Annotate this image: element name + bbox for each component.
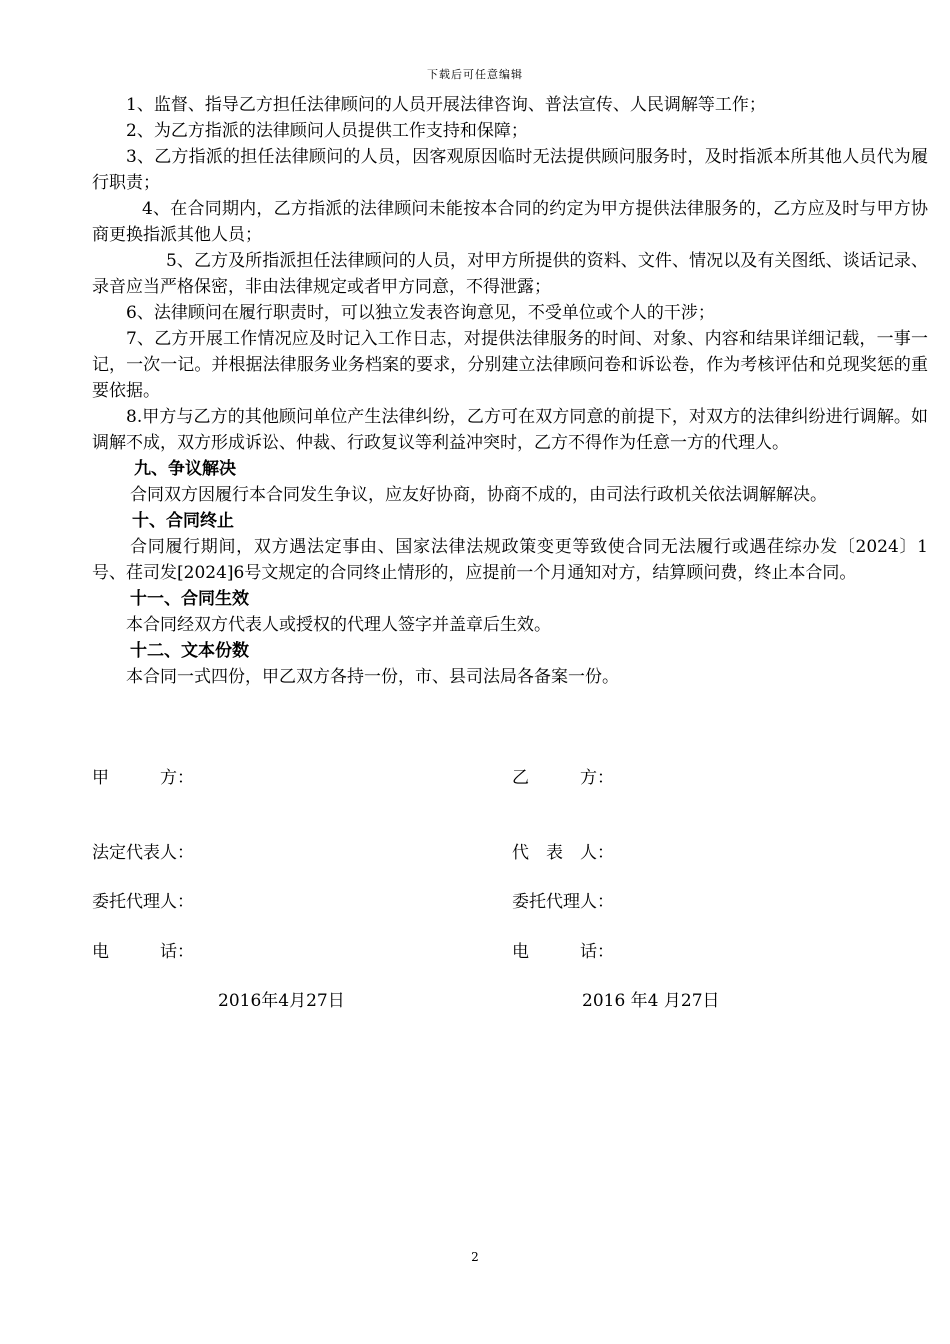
- section-9-text: 合同双方因履行本合同发生争议，应友好协商，协商不成的，由司法行政机关依法调解解决。: [130, 485, 827, 505]
- section-10-title: 十、合同终止: [132, 511, 234, 531]
- section-10-text: 合同履行期间，双方遇法定事由、国家法律法规政策变更等致使合同无法履行或遇荏综办发〔2024〕1号、荏司发[2024]6号文规定的合同终止情形的，应提前一个月通知对方，结算顾问费，终止本合同。: [92, 537, 928, 583]
- clause-7: 7、乙方开展工作情况应及时记入工作日志，对提供法律服务的时间、对象、内容和结果详细记载，一事一记，一次一记。并根据法律服务业务档案的要求，分别建立法律顾问卷和诉讼卷，作为考核评估和兑现奖惩的重要依据。: [92, 329, 928, 401]
- clause-2: 2、为乙方指派的法律顾问人员提供工作支持和保障；: [126, 121, 528, 141]
- section-12-title: 十二、文本份数: [130, 641, 249, 661]
- legal-representative-label: 法定代表人：: [92, 843, 194, 863]
- date-b: 2016 年4 月27日: [582, 991, 720, 1011]
- phone-a-label: 电 话：: [92, 942, 194, 962]
- party-a-label: 甲 方：: [92, 768, 194, 788]
- clause-4: 4、在合同期内，乙方指派的法律顾问未能按本合同的约定为甲方提供法律服务的，乙方应及时与甲方协商更换指派其他人员；: [92, 199, 928, 245]
- contract-body: [92, 92, 928, 690]
- clause-6: 6、法律顾问在履行职责时，可以独立发表咨询意见，不受单位或个人的干涉；: [126, 303, 715, 323]
- clause-1: 1、监督、指导乙方担任法律顾问的人员开展法律咨询、普法宣传、人民调解等工作；: [126, 95, 766, 115]
- representative-label: 代 表 人：: [512, 843, 614, 863]
- section-11-title: 十一、合同生效: [130, 589, 249, 609]
- agent-a-label: 委托代理人：: [92, 892, 194, 912]
- clause-8: 8.甲方与乙方的其他顾问单位产生法律纠纷，乙方可在双方同意的前提下，对双方的法律纠纷进行调解。如调解不成，双方形成诉讼、仲裁、行政复议等利益冲突时，乙方不得作为任意一方的代理人。: [92, 407, 928, 453]
- date-a: 2016年4月27日: [218, 991, 345, 1011]
- phone-b-label: 电 话：: [512, 942, 614, 962]
- section-11-text: 本合同经双方代表人或授权的代理人签字并盖章后生效。: [126, 615, 551, 635]
- section-12-text: 本合同一式四份，甲乙双方各持一份，市、县司法局各备案一份。: [126, 667, 619, 687]
- page-number: 2: [471, 1250, 479, 1264]
- party-b-label: 乙 方：: [512, 768, 614, 788]
- page-header: 下载后可任意编辑: [427, 68, 523, 81]
- agent-b-label: 委托代理人：: [512, 892, 614, 912]
- section-9-title: 九、争议解决: [134, 459, 236, 479]
- clause-3: 3、乙方指派的担任法律顾问的人员，因客观原因临时无法提供顾问服务时，及时指派本所其他人员代为履行职责；: [92, 147, 928, 193]
- clause-5: 5、乙方及所指派担任法律顾问的人员，对甲方所提供的资料、文件、情况以及有关图纸、谈话记录、录音应当严格保密，非由法律规定或者甲方同意，不得泄露；: [92, 251, 928, 297]
